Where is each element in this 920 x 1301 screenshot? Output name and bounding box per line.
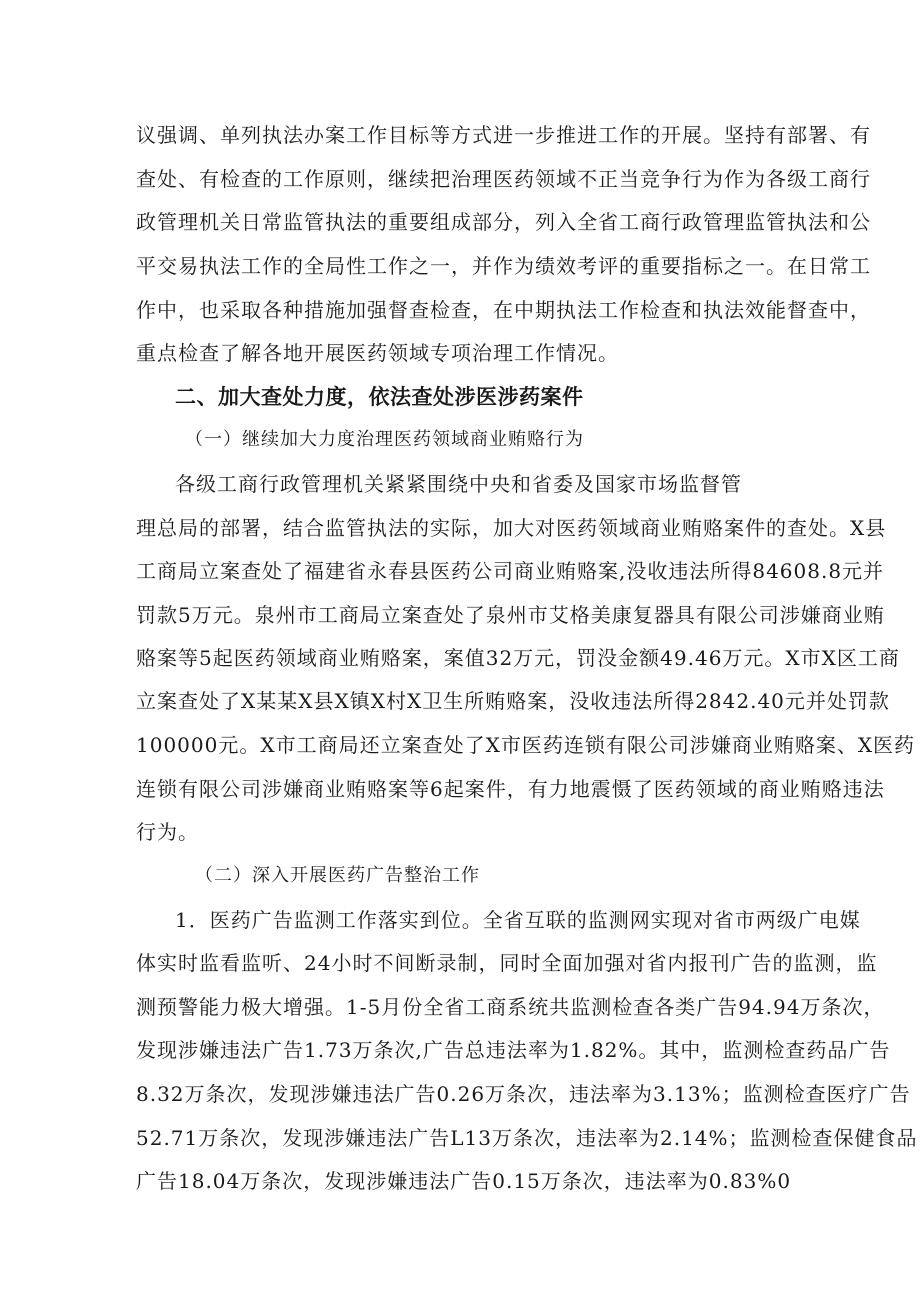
- paragraph-line: 重点检查了解各地开展医药领域专项治理工作情况。: [136, 341, 619, 365]
- paragraph-line: 赂案等5起医药领域商业贿赂案，案值32万元，罚没金额49.46万元。X市X区工商: [136, 646, 900, 670]
- paragraph-line: 发现涉嫌违法广告1.73万条次,广告总违法率为1.82%。其中，监测检查药品广告: [136, 1038, 891, 1062]
- paragraph-line: 工商局立案查处了福建省永春县医药公司商业贿赂案,没收违法所得84608.8元并: [136, 559, 885, 583]
- paragraph-line: 理总局的部署，结合监管执法的实际，加大对医药领域商业贿赂案件的查处。X县: [136, 516, 887, 540]
- paragraph-line: 体实时监看监听、24小时不间断录制，同时全面加强对省内报刊广告的监测，监: [136, 951, 878, 975]
- paragraph-line: 1．医药广告监测工作落实到位。全省互联的监测网实现对省市两级广电媒: [175, 908, 861, 932]
- paragraph-line: 各级工商行政管理机关紧紧围绕中央和省委及国家市场监督管: [175, 472, 742, 496]
- subsection-heading: （二）深入开展医药广告整治工作: [195, 865, 480, 886]
- paragraph-line: 平交易执法工作的全局性工作之一，并作为绩效考评的重要指标之一。在日常工: [136, 254, 871, 278]
- paragraph-line: 查处、有检查的工作原则，继续把治理医药领域不正当竞争行为作为各级工商行: [136, 167, 871, 191]
- paragraph-line: 行为。: [136, 820, 199, 844]
- paragraph-line: 广告18.04万条次，发现涉嫌违法广告0.15万条次，违法率为0.83%0: [136, 1169, 792, 1193]
- paragraph-line: 政管理机关日常监管执法的重要组成部分，列入全省工商行政管理监管执法和公: [136, 210, 871, 234]
- paragraph-line: 100000元。X市工商局还立案查处了X市医药连锁有限公司涉嫌商业贿赂案、X医药: [136, 733, 916, 757]
- paragraph-line: 作中，也采取各种措施加强督查检查，在中期执法工作检查和执法效能督查中，: [136, 298, 871, 322]
- paragraph-line: 8.32万条次，发现涉嫌违法广告0.26万条次，违法率为3.13%；监测检查医疗广告: [136, 1082, 911, 1106]
- section-heading: 二、加大查处力度，依法查处涉医涉药案件: [175, 385, 584, 409]
- paragraph-line: 议强调、单列执法办案工作目标等方式进一步推进工作的开展。坚持有部署、有: [136, 123, 871, 147]
- paragraph-line: 罚款5万元。泉州市工商局立案查处了泉州市艾格美康复器具有限公司涉嫌商业贿: [136, 603, 885, 627]
- paragraph-line: 52.71万条次，发现涉嫌违法广告L13万条次，违法率为2.14%；监测检查保健食品: [136, 1126, 918, 1150]
- paragraph-line: 连锁有限公司涉嫌商业贿赂案等6起案件，有力地震慑了医药领域的商业贿赂违法: [136, 777, 885, 801]
- paragraph-line: 测预警能力极大增强。1-5月份全省工商系统共监测检查各类广告94.94万条次，: [136, 995, 885, 1019]
- subsection-heading: （一）继续加大力度治理医药领域商业贿赂行为: [185, 429, 584, 450]
- paragraph-line: 立案查处了X某某X县X镇X村X卫生所贿赂案，没收违法所得2842.40元并处罚款: [136, 689, 890, 713]
